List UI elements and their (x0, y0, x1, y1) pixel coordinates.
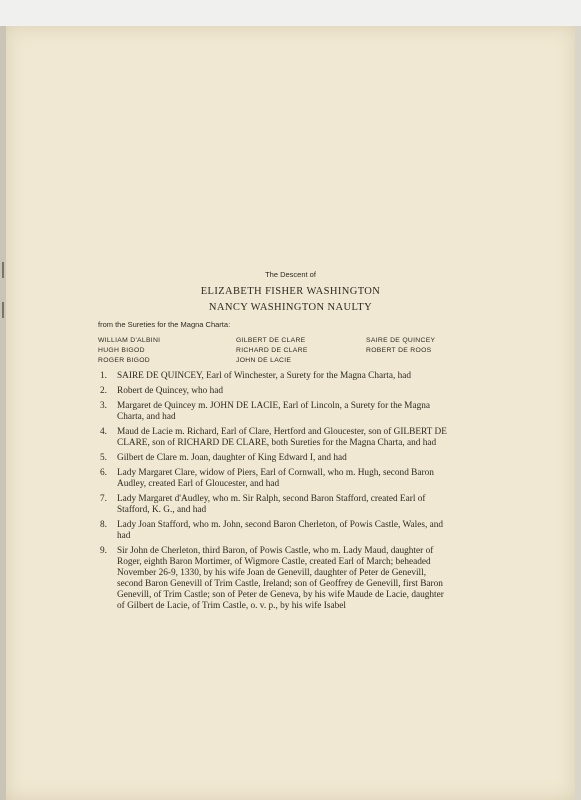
from-sureties-line: from the Sureties for the Magna Charta: (98, 320, 231, 329)
surety-name: GILBERT DE CLARE (236, 337, 306, 344)
entry-number: 2. (100, 386, 107, 396)
entry-text: Robert de Quincey, who had (117, 386, 224, 396)
entry-1 (100, 371, 450, 382)
entry-text: SAIRE DE QUINCEY, Earl of Winchester, a Surety for the Magna Charta, had (117, 371, 412, 381)
surety-name: ROGER BIGOD (98, 357, 151, 364)
name-elizabeth: ELIZABETH FISHER WASHINGTON (200, 286, 381, 297)
entry-text: Lady Margaret Clare, widow of Piers, Earl of Cornwall, who m. Hugh, second Baron Audley, created Earl of Gloucester, and had (117, 468, 434, 489)
name-nancy: NANCY WASHINGTON NAULTY (208, 302, 373, 313)
descent-entries (100, 371, 450, 616)
entry-text: Maud de Lacie m. Richard, Earl of Clare, Hertford and Gloucester, son of GILBERT DE CLARE, son of RICHARD DE CLARE, both Sureties for the Magna Charta, and had (117, 427, 447, 448)
entry-number: 8. (100, 520, 107, 530)
entry-text: Lady Joan Stafford, who m. John, second Baron Cherleton, of Powis Castle, Wales, and had (117, 520, 444, 541)
entry-text: Margaret de Quincey m. JOHN DE LACIE, Earl of Lincoln, a Surety for the Magna Charta, and had (117, 401, 430, 422)
sureties-column-1 (98, 336, 160, 366)
entry-number: 4. (100, 427, 107, 437)
sureties-column-2 (236, 336, 308, 366)
entry-text: Gilbert de Clare m. Joan, daughter of King Edward I, and had (117, 453, 347, 463)
entry-number: 6. (100, 468, 107, 478)
entry-number: 7. (100, 494, 107, 504)
entry-number: 1. (100, 371, 107, 381)
entry-number: 3. (100, 401, 107, 411)
descent-heading: The Descent of (265, 270, 316, 279)
entry-number: 9. (100, 546, 107, 556)
entry-text: Lady Margaret d'Audley, who m. Sir Ralph, second Baron Stafford, created Earl of Stafford, K. G., and had (117, 494, 426, 515)
entry-7 (100, 494, 450, 516)
entry-2 (100, 386, 450, 397)
binding-mark (2, 302, 4, 318)
surety-name: HUGH BIGOD (98, 347, 145, 354)
entry-8 (100, 520, 450, 542)
surety-name: JOHN DE LACIE (236, 357, 292, 364)
right-edge (575, 26, 581, 800)
entry-4 (100, 427, 450, 449)
entry-5 (100, 453, 450, 464)
entry-3 (100, 401, 450, 423)
binding-mark (2, 262, 4, 278)
entry-number: 5. (100, 453, 107, 463)
surety-name: RICHARD DE CLARE (236, 347, 308, 354)
entry-text: Sir John de Cherleton, third Baron, of Powis Castle, who m. Lady Maud, daughter of Roger, eighth Baron Mortimer, of Wigmore Castle, created Earl of March; beheaded November 26-9, 1330, by his wife Joan de Genevill, daughter of Peter de Genevill, second Baron Genevill of Trim Castle, Ireland; son of Geoffrey de Genevill, first Baron Genevill, of Trim Castle; son of Peter de Geneva, by his wife Maude de Lacie, daughter of Gilbert de Lacie, of Trim Castle, o. v. p., by his wife Isabel (117, 546, 444, 611)
entry-9 (100, 546, 450, 612)
surety-name: WILLIAM D'ALBINI (98, 337, 161, 344)
scan-top-margin (0, 0, 581, 26)
entry-6 (100, 468, 450, 490)
document-page (6, 26, 575, 800)
surety-name: SAIRE DE QUINCEY (366, 337, 436, 344)
sureties-column-3 (366, 336, 435, 356)
surety-name: ROBERT DE ROOS (366, 347, 432, 354)
